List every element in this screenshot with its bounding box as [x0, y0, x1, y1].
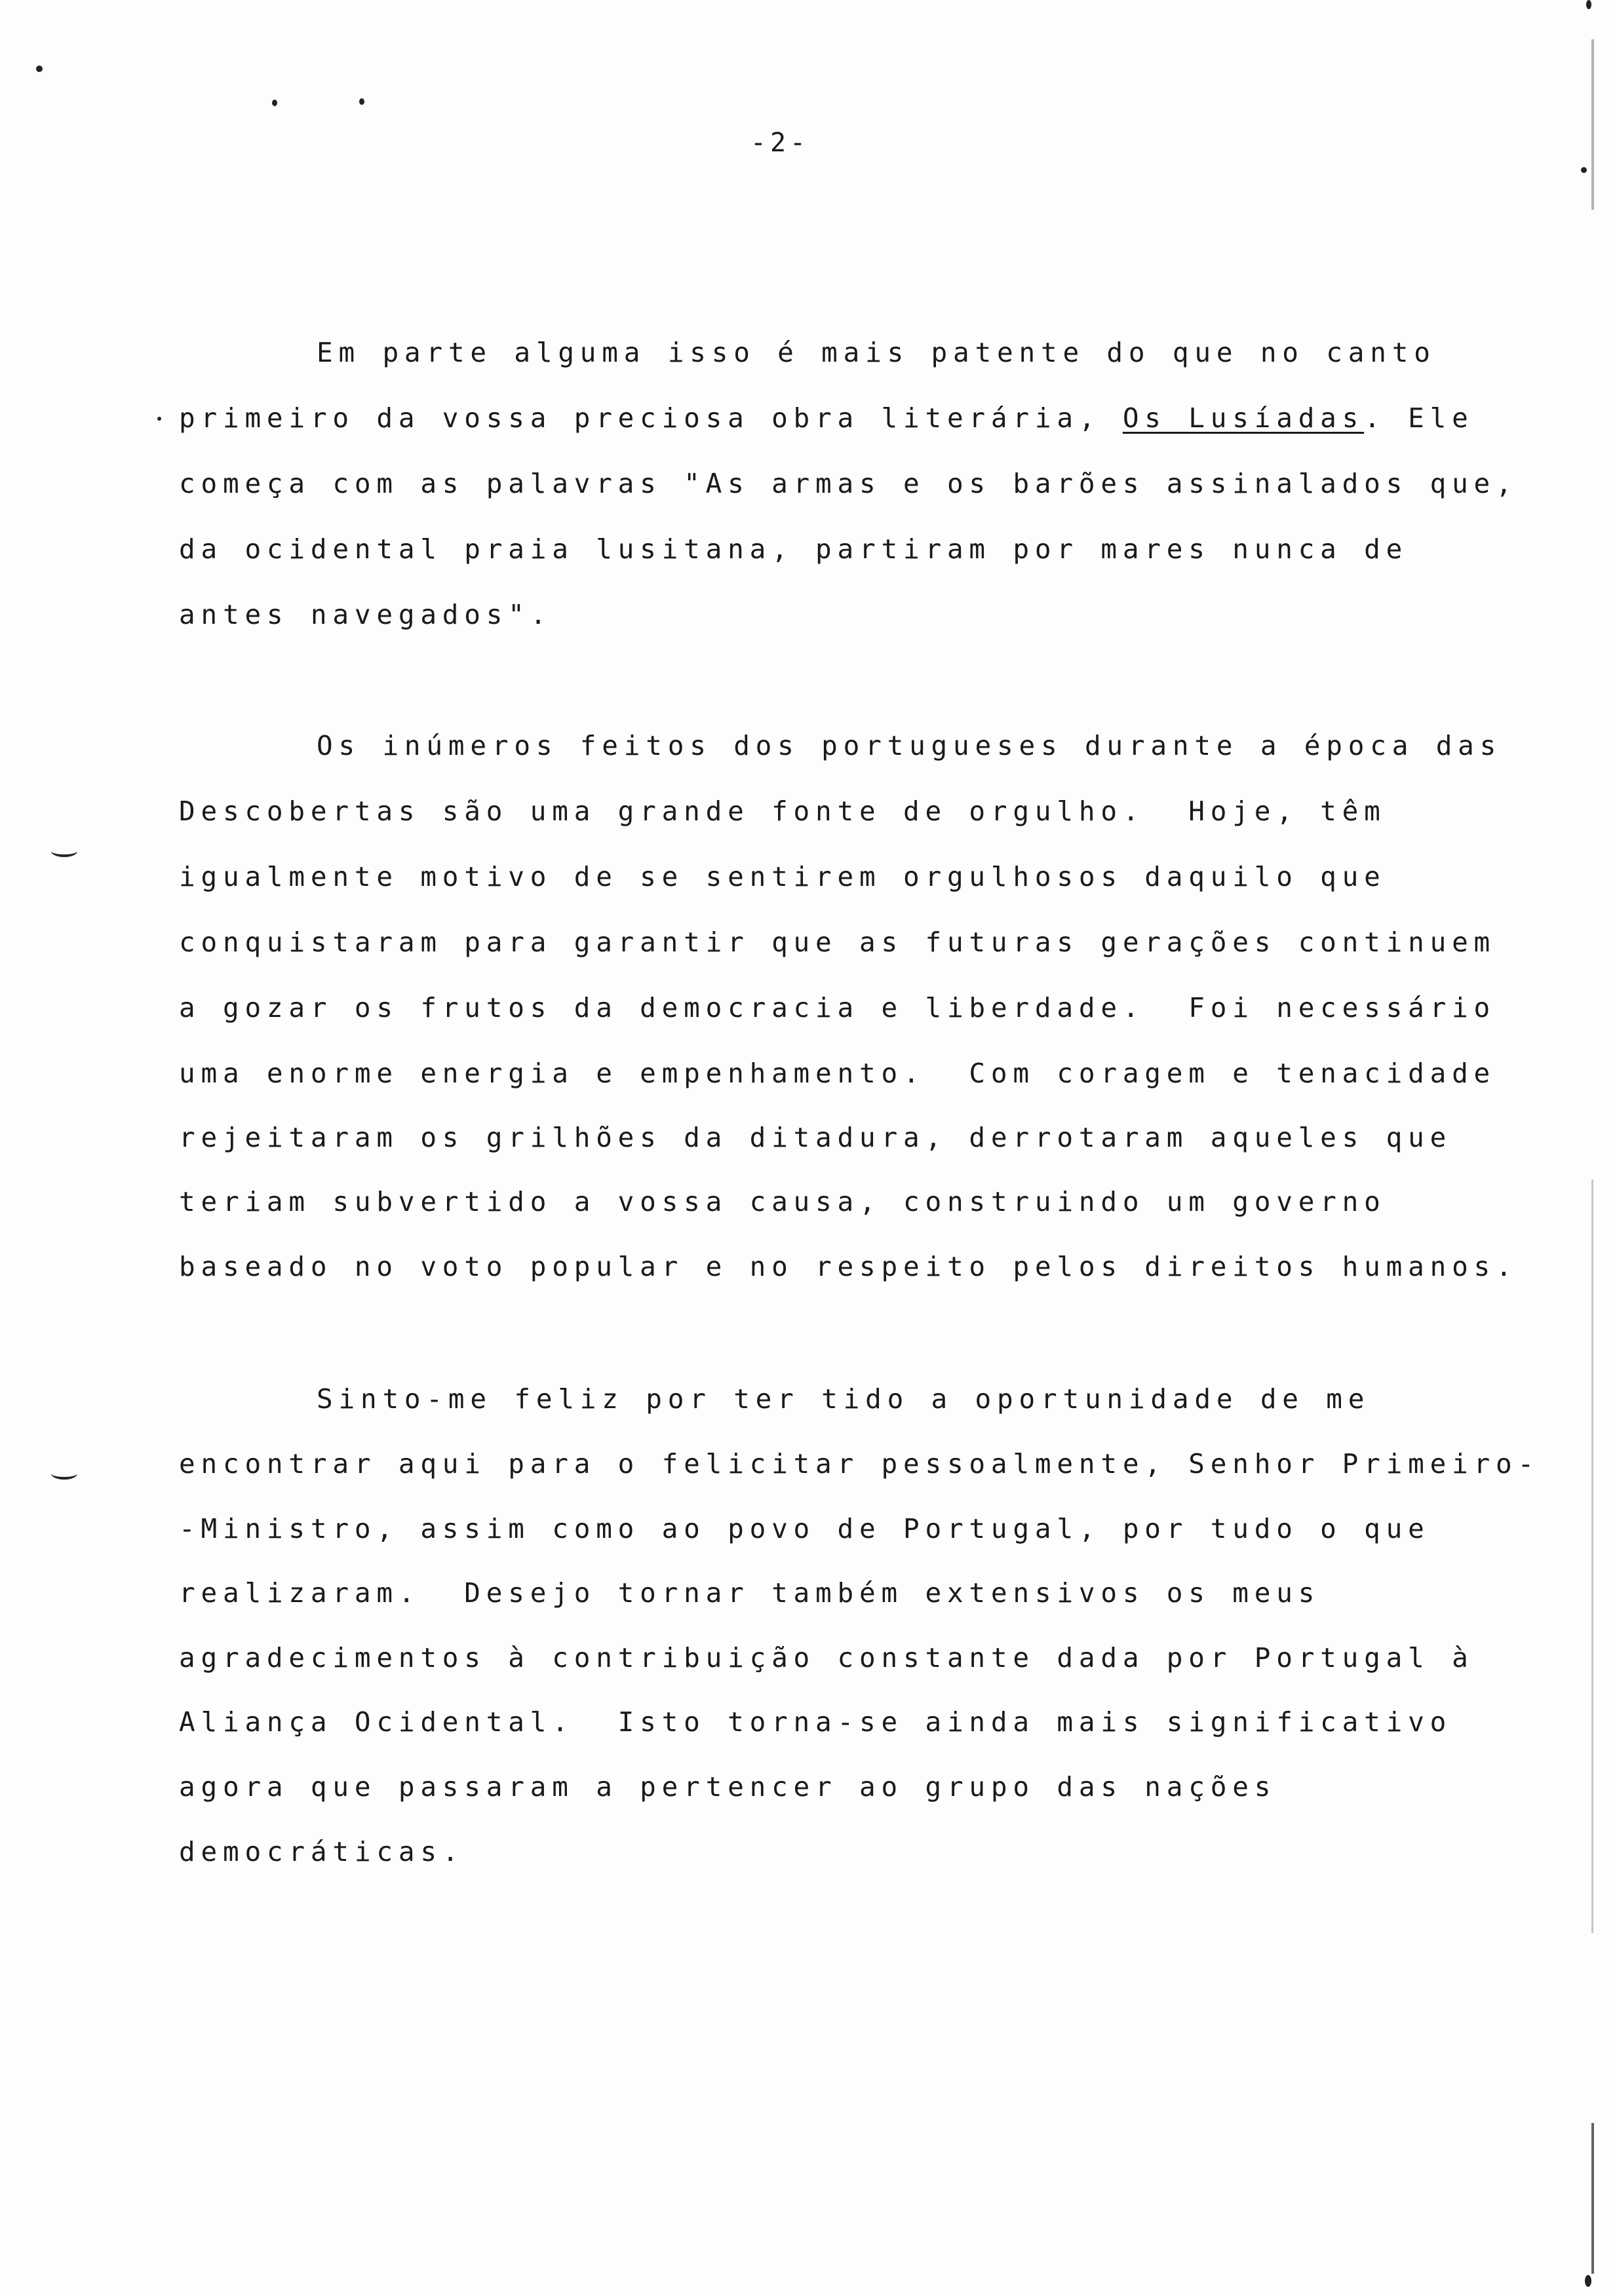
scan-edge-line-bottom	[1591, 2123, 1594, 2274]
scan-speck	[272, 100, 277, 106]
paragraph-1-line-2	[179, 402, 1474, 434]
paragraph-2-line-4: conquistaram para garantir que as futuras gerações continuem	[179, 927, 1496, 958]
paragraph-3-line-3: -Ministro, assim como ao povo de Portugal, por tudo o que	[179, 1513, 1430, 1544]
paragraph-1-line-3: começa com as palavras "As armas e os barões assinalados que,	[179, 468, 1518, 499]
punch-hole-mark	[51, 1468, 77, 1480]
paragraph-3-line-8: democráticas.	[179, 1836, 465, 1867]
paragraph-3-line-2: encontrar aqui para o felicitar pessoalmente, Senhor Primeiro-	[179, 1448, 1540, 1480]
paragraph-1-line-4: da ocidental praia lusitana, partiram por mares nunca de	[179, 533, 1409, 565]
scan-speck	[36, 66, 43, 72]
paragraph-2-line-1: Os inúmeros feitos dos portugueses durante a época das	[317, 730, 1502, 761]
scan-speck	[1586, 0, 1591, 9]
paragraph-3-line-1: Sinto-me feliz por ter tido a oportunidade de me	[317, 1383, 1371, 1415]
paragraph-1-line-5: antes navegados".	[179, 599, 553, 630]
paragraph-2-line-3: igualmente motivo de se sentirem orgulhosos daquilo que	[179, 861, 1386, 892]
scan-speck	[1585, 2275, 1591, 2287]
scan-speck	[359, 98, 364, 105]
paragraph-2-line-9: baseado no voto popular e no respeito pelos direitos humanos.	[179, 1251, 1518, 1282]
paragraph-3-line-7: agora que passaram a pertencer ao grupo das nações	[179, 1771, 1277, 1803]
scan-speck	[157, 417, 161, 421]
paragraph-2-line-2: Descobertas são uma grande fonte de orgulho. Hoje, têm	[179, 795, 1386, 827]
punch-hole-mark	[51, 845, 77, 857]
line-text-before-title: primeiro da vossa preciosa obra literária,	[179, 402, 1123, 434]
paragraph-3-line-5: agradecimentos à contribuição constante dada por Portugal à	[179, 1642, 1474, 1674]
scan-speck	[1581, 167, 1587, 173]
paragraph-2-line-8: teriam subvertido a vossa causa, construindo um governo	[179, 1186, 1386, 1217]
paragraph-1-line-1: Em parte alguma isso é mais patente do que no canto	[317, 337, 1436, 368]
paragraph-2-line-7: rejeitaram os grilhões da ditadura, derrotaram aqueles que	[179, 1122, 1452, 1153]
page-number: -2-	[750, 128, 810, 158]
paragraph-2-line-5: a gozar os frutos da democracia e liberdade. Foi necessário	[179, 992, 1496, 1024]
book-title: Os Lusíadas	[1122, 402, 1365, 434]
paragraph-2-line-6: uma enorme energia e empenhamento. Com coragem e tenacidade	[179, 1058, 1496, 1089]
paragraph-3-line-4: realizaram. Desejo tornar também extensivos os meus	[179, 1577, 1321, 1609]
scan-edge-line-top	[1591, 39, 1594, 210]
scan-edge-line-middle	[1591, 1179, 1593, 1933]
line-text-after-title: . Ele	[1364, 402, 1474, 434]
paragraph-3-line-6: Aliança Ocidental. Isto torna-se ainda mais significativo	[179, 1706, 1452, 1738]
